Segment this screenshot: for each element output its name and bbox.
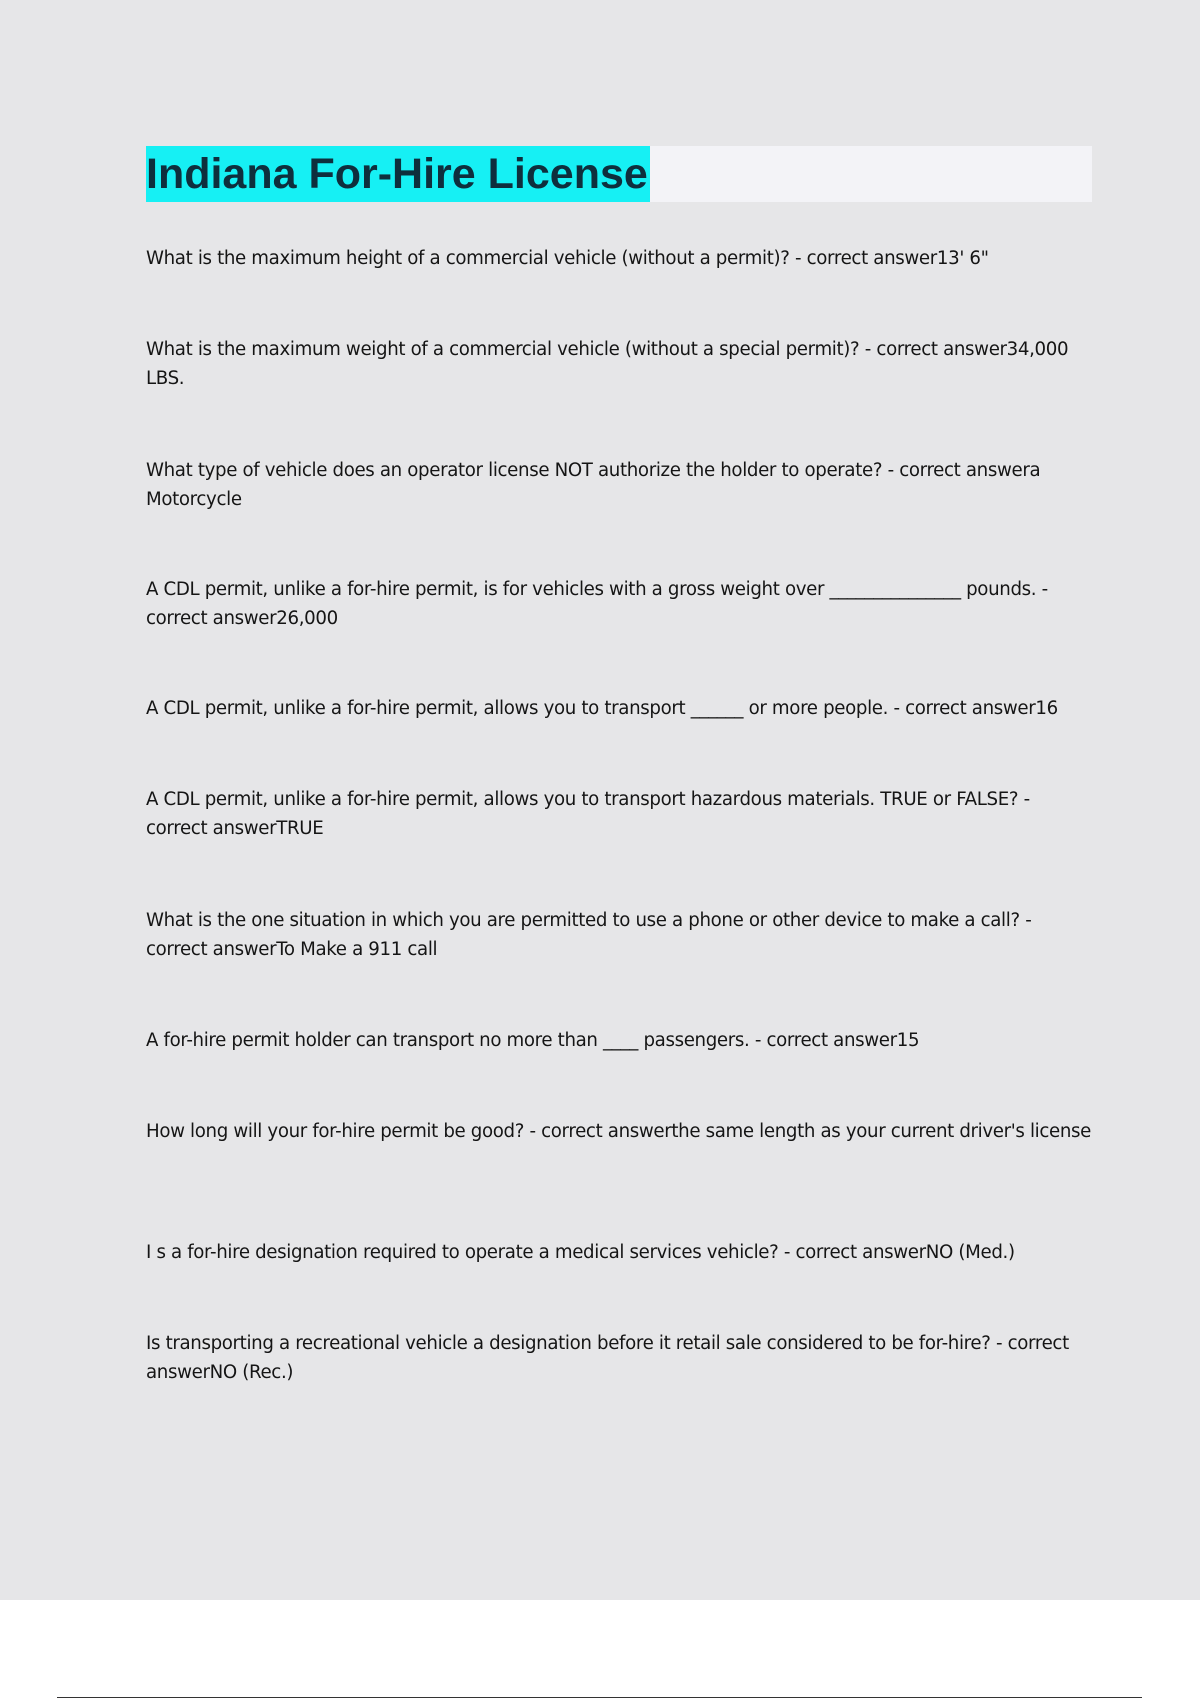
qa-text: A CDL permit, unlike a for-hire permit, allows you to transport ______ or more people. - correct answer16 [146, 698, 1058, 719]
qa-item [146, 785, 1092, 843]
qa-text: I s a for-hire designation required to operate a medical services vehicle? - correct answerNO (Med.) [146, 1242, 1015, 1263]
qa-text: What is the one situation in which you are permitted to use a phone or other device to make a call? - correct answerTo Make a 911 call [146, 910, 1032, 960]
qa-text: A CDL permit, unlike a for-hire permit, allows you to transport hazardous materials. TRUE or FALSE? - correct answerTRUE [146, 789, 1030, 839]
qa-item [146, 244, 1092, 273]
qa-text: Is transporting a recreational vehicle a designation before it retail sale considered to be for-hire? - correct answerNO (Rec.) [146, 1333, 1069, 1383]
qa-text: A for-hire permit holder can transport no more than ____ passengers. - correct answer15 [146, 1030, 920, 1051]
qa-item [146, 456, 1092, 514]
qa-item [146, 1026, 1092, 1055]
qa-text: A CDL permit, unlike a for-hire permit, is for vehicles with a gross weight over _______________ pounds. - correct answer26,000 [146, 579, 1048, 629]
footer-rule [57, 1697, 1142, 1698]
qa-item [146, 1238, 1092, 1267]
qa-item [146, 1117, 1092, 1146]
qa-item [146, 906, 1092, 964]
qa-item [146, 1329, 1092, 1387]
qa-text: What is the maximum height of a commercial vehicle (without a permit)? - correct answer13' 6" [146, 248, 989, 269]
qa-text: What type of vehicle does an operator license NOT authorize the holder to operate? - correct answera Motorcycle [146, 460, 1041, 510]
qa-text: How long will your for-hire permit be good? - correct answerthe same length as your current driver's license [146, 1121, 1091, 1142]
qa-item [146, 575, 1092, 633]
qa-text: What is the maximum weight of a commercial vehicle (without a special permit)? - correct answer34,000 LBS. [146, 339, 1069, 389]
document-title: Indiana For-Hire License [146, 146, 650, 202]
qa-item [146, 335, 1092, 393]
qa-item [146, 694, 1092, 723]
